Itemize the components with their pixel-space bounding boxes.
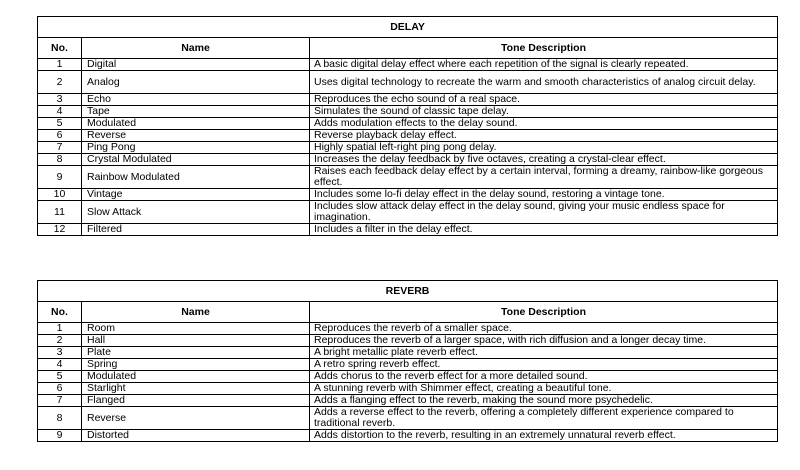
- reverb-cell-desc: A retro spring reverb effect.: [310, 359, 778, 371]
- reverb-cell-no: 4: [38, 359, 82, 371]
- reverb-cell-name: Plate: [82, 347, 310, 359]
- delay-cell-desc: Raises each feedback delay effect by a certain interval, forming a dreamy, rainbow-like gorgeous effect.: [310, 166, 778, 189]
- reverb-header-no: No.: [38, 302, 82, 323]
- delay-table-row: [38, 142, 778, 154]
- reverb-table-container: [37, 280, 777, 442]
- delay-table-body: [38, 59, 778, 236]
- delay-header-desc: Tone Description: [310, 38, 778, 59]
- reverb-table-row: [38, 335, 778, 347]
- delay-table-row: [38, 166, 778, 189]
- delay-cell-name: Analog: [82, 71, 310, 94]
- delay-cell-name: Vintage: [82, 189, 310, 201]
- reverb-cell-name: Starlight: [82, 383, 310, 395]
- delay-cell-desc: Includes slow attack delay effect in the delay sound, giving your music endless space for imagination.: [310, 201, 778, 224]
- delay-table-row: [38, 94, 778, 106]
- reverb-cell-desc: Reproduces the reverb of a larger space, with rich diffusion and a longer decay time.: [310, 335, 778, 347]
- delay-cell-name: Crystal Modulated: [82, 154, 310, 166]
- reverb-table-row: [38, 383, 778, 395]
- delay-cell-desc: Simulates the sound of classic tape delay.: [310, 106, 778, 118]
- delay-table-row: [38, 189, 778, 201]
- delay-cell-desc: Includes a filter in the delay effect.: [310, 224, 778, 236]
- delay-cell-no: 11: [38, 201, 82, 224]
- delay-cell-desc: Increases the delay feedback by five octaves, creating a crystal-clear effect.: [310, 154, 778, 166]
- delay-cell-no: 3: [38, 94, 82, 106]
- reverb-cell-no: 2: [38, 335, 82, 347]
- delay-cell-name: Filtered: [82, 224, 310, 236]
- reverb-cell-name: Reverse: [82, 407, 310, 430]
- reverb-table-row: [38, 395, 778, 407]
- reverb-cell-desc: Adds a flanging effect to the reverb, making the sound more psychedelic.: [310, 395, 778, 407]
- reverb-cell-no: 3: [38, 347, 82, 359]
- reverb-cell-desc: A stunning reverb with Shimmer effect, creating a beautiful tone.: [310, 383, 778, 395]
- reverb-table-row: [38, 371, 778, 383]
- reverb-cell-desc: Adds a reverse effect to the reverb, offering a completely different experience compared to traditional reverb.: [310, 407, 778, 430]
- delay-header-no: No.: [38, 38, 82, 59]
- delay-cell-desc: Reverse playback delay effect.: [310, 130, 778, 142]
- delay-table-row: [38, 59, 778, 71]
- delay-table-row: [38, 154, 778, 166]
- delay-cell-no: 12: [38, 224, 82, 236]
- reverb-table-row: [38, 407, 778, 430]
- delay-cell-no: 8: [38, 154, 82, 166]
- delay-cell-name: Digital: [82, 59, 310, 71]
- reverb-cell-desc: A bright metallic plate reverb effect.: [310, 347, 778, 359]
- delay-table: [37, 16, 778, 236]
- reverb-cell-name: Room: [82, 323, 310, 335]
- delay-cell-no: 1: [38, 59, 82, 71]
- delay-table-container: [37, 16, 777, 236]
- delay-cell-name: Echo: [82, 94, 310, 106]
- reverb-cell-name: Modulated: [82, 371, 310, 383]
- reverb-cell-no: 8: [38, 407, 82, 430]
- delay-cell-no: 10: [38, 189, 82, 201]
- delay-cell-name: Ping Pong: [82, 142, 310, 154]
- reverb-table-title: REVERB: [38, 281, 778, 302]
- reverb-cell-desc: Adds distortion to the reverb, resulting in an extremely unnatural reverb effect.: [310, 430, 778, 442]
- delay-cell-no: 4: [38, 106, 82, 118]
- reverb-cell-no: 7: [38, 395, 82, 407]
- delay-cell-name: Reverse: [82, 130, 310, 142]
- delay-table-row: [38, 201, 778, 224]
- reverb-table-row: [38, 323, 778, 335]
- reverb-table-row: [38, 359, 778, 371]
- reverb-cell-no: 6: [38, 383, 82, 395]
- delay-cell-no: 5: [38, 118, 82, 130]
- delay-cell-desc: Uses digital technology to recreate the warm and smooth characteristics of analog circuit delay.: [310, 71, 778, 94]
- delay-cell-name: Rainbow Modulated: [82, 166, 310, 189]
- delay-cell-name: Tape: [82, 106, 310, 118]
- reverb-table-row: [38, 347, 778, 359]
- reverb-cell-desc: Reproduces the reverb of a smaller space.: [310, 323, 778, 335]
- delay-cell-desc: A basic digital delay effect where each repetition of the signal is clearly repeated.: [310, 59, 778, 71]
- delay-cell-desc: Reproduces the echo sound of a real space.: [310, 94, 778, 106]
- delay-cell-name: Modulated: [82, 118, 310, 130]
- delay-cell-no: 9: [38, 166, 82, 189]
- delay-cell-no: 7: [38, 142, 82, 154]
- delay-table-row: [38, 224, 778, 236]
- delay-cell-name: Slow Attack: [82, 201, 310, 224]
- delay-table-row: [38, 71, 778, 94]
- delay-table-row: [38, 106, 778, 118]
- delay-table-row: [38, 130, 778, 142]
- delay-cell-no: 6: [38, 130, 82, 142]
- reverb-header-desc: Tone Description: [310, 302, 778, 323]
- reverb-cell-name: Flanged: [82, 395, 310, 407]
- reverb-cell-name: Hall: [82, 335, 310, 347]
- delay-table-title: DELAY: [38, 17, 778, 38]
- reverb-table-row: [38, 430, 778, 442]
- reverb-cell-no: 5: [38, 371, 82, 383]
- delay-cell-desc: Includes some lo-fi delay effect in the delay sound, restoring a vintage tone.: [310, 189, 778, 201]
- delay-header-name: Name: [82, 38, 310, 59]
- delay-cell-no: 2: [38, 71, 82, 94]
- reverb-cell-no: 1: [38, 323, 82, 335]
- delay-table-row: [38, 118, 778, 130]
- reverb-table: [37, 280, 778, 442]
- reverb-cell-name: Distorted: [82, 430, 310, 442]
- reverb-cell-no: 9: [38, 430, 82, 442]
- reverb-cell-name: Spring: [82, 359, 310, 371]
- reverb-cell-desc: Adds chorus to the reverb effect for a more detailed sound.: [310, 371, 778, 383]
- delay-cell-desc: Adds modulation effects to the delay sound.: [310, 118, 778, 130]
- delay-cell-desc: Highly spatial left-right ping pong delay.: [310, 142, 778, 154]
- reverb-header-name: Name: [82, 302, 310, 323]
- reverb-table-body: [38, 323, 778, 442]
